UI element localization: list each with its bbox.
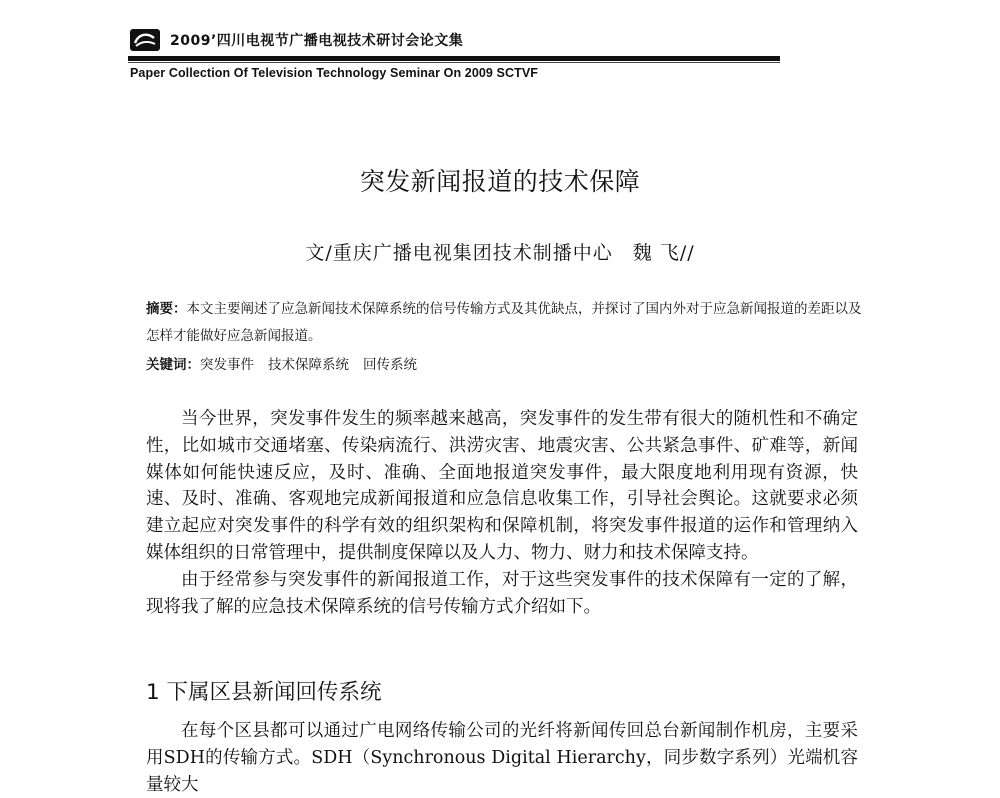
byline xyxy=(0,238,1000,265)
page-header xyxy=(130,28,463,52)
keyword: 技术保障系统 xyxy=(268,357,349,373)
keyword: 突发事件 xyxy=(200,357,254,373)
section-paragraph: 在每个区县都可以通过广电网络传输公司的光纤将新闻传回总台新闻制作机房，主要采用SDH的传输方式。SDH（Synchronous Digital Hierarchy，同步数字系列）光端机容量较大 xyxy=(146,721,858,795)
collection-subtitle: Paper Collection Of Television Technology Seminar On 2009 SCTVF xyxy=(130,66,539,80)
header-rule-thin xyxy=(128,62,780,63)
section-body xyxy=(146,718,858,798)
abstract-label: 摘要： xyxy=(146,301,187,317)
paper-title: 突发新闻报道的技术保障 xyxy=(359,167,641,196)
keywords-label: 关键词： xyxy=(146,357,200,373)
keywords xyxy=(146,352,862,379)
abstract xyxy=(146,296,862,350)
body-text xyxy=(146,406,858,620)
byline-author: 魏 飞// xyxy=(632,242,695,264)
section-heading: 1 下属区县新闻回传系统 xyxy=(146,680,382,705)
body-paragraph: 由于经常参与突发事件的新闻报道工作，对于这些突发事件的技术保障有一定的了解，现将我了解的应急技术保障系统的信号传输方式介绍如下。 xyxy=(146,569,858,617)
byline-unit: 文/重庆广播电视集团技术制播中心 xyxy=(305,242,613,264)
collection-title: 2009’四川电视节广播电视技术研讨会论文集 xyxy=(170,33,464,49)
publication-logo-icon xyxy=(130,29,160,51)
keyword: 回传系统 xyxy=(363,357,417,373)
body-paragraph: 当今世界，突发事件发生的频率越来越高，突发事件的发生带有很大的随机性和不确定性，比如城市交通堵塞、传染病流行、洪涝灾害、地震灾害、公共紧急事件、矿难等，新闻媒体如何能快速反应，及时、准确、全面地报道突发事件，最大限度地利用现有资源，快速、及时、准确、客观地完成新闻报道和应急信息收集工作，引导社会舆论。这就要求必须建立起应对突发事件的科学有效的组织架构和保障机制，将突发事件报道的运作和管理纳入媒体组织的日常管理中，提供制度保障以及人力、物力、财力和技术保障支持。 xyxy=(146,409,858,563)
abstract-text: 本文主要阐述了应急新闻技术保障系统的信号传输方式及其优缺点，并探讨了国内外对于应急新闻报道的差距以及怎样才能做好应急新闻报道。 xyxy=(146,301,862,344)
header-rule xyxy=(128,56,780,61)
